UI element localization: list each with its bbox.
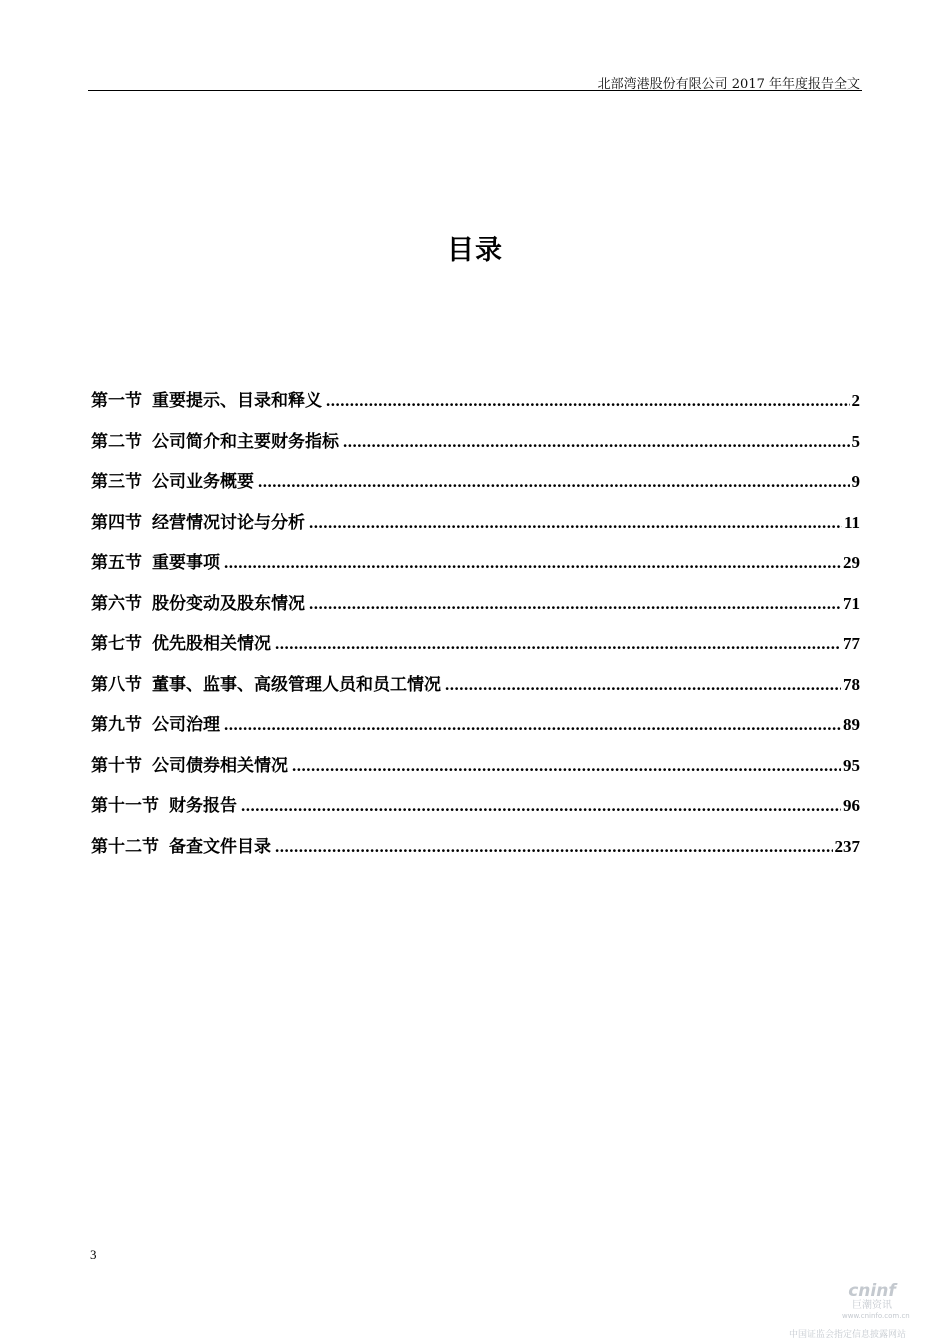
watermark-logo: cninf: [848, 1281, 896, 1301]
toc-page-number: 29: [843, 553, 860, 572]
toc-dot-leader: [224, 715, 841, 735]
toc-section-title: 经营情况讨论与分析: [152, 512, 305, 533]
toc-section-label: 第八节: [91, 674, 142, 695]
toc-section-label: 第三节: [91, 472, 142, 492]
toc-entry[interactable]: [91, 670, 860, 711]
toc-section-title: 备查文件目录: [169, 836, 271, 857]
toc-dot-leader: [241, 796, 841, 816]
toc-section-title: 公司业务概要: [152, 472, 254, 492]
header-divider: [88, 90, 862, 91]
toc-entry[interactable]: [91, 427, 860, 468]
watermark-name: 巨潮资讯: [852, 1300, 892, 1311]
toc-page-number: 95: [843, 755, 860, 775]
toc-page-number: 237: [834, 836, 860, 856]
toc-page-number: 71: [843, 593, 860, 613]
toc-section-label: 第十一节: [91, 796, 159, 816]
toc-entry[interactable]: [91, 508, 860, 549]
watermark-url: www.cninfo.com.cn: [842, 1312, 910, 1320]
toc-page-number: 77: [843, 634, 860, 653]
toc-dot-leader: [309, 513, 842, 533]
toc-page-number: 5: [851, 431, 860, 451]
cninfo-watermark: [842, 1281, 910, 1321]
toc-section-title: 财务报告: [169, 796, 237, 816]
toc-dot-leader: [292, 756, 841, 776]
toc-entry[interactable]: [91, 832, 860, 873]
toc-dot-leader: [326, 391, 850, 411]
toc-dot-leader: [224, 553, 841, 573]
toc-entry[interactable]: [91, 791, 860, 832]
toc-page-number: 2: [851, 391, 860, 410]
toc-section-label: 第十节: [91, 755, 142, 776]
toc-section-label: 第五节: [91, 553, 142, 573]
toc-section-title: 公司简介和主要财务指标: [152, 431, 339, 452]
toc-section-title: 股份变动及股东情况: [152, 593, 305, 614]
toc-dot-leader: [275, 634, 841, 654]
toc-section-title: 公司治理: [152, 715, 220, 735]
toc-dot-leader: [258, 472, 850, 492]
toc-section-title: 董事、监事、高级管理人员和员工情况: [152, 674, 441, 695]
toc-section-label: 第七节: [91, 634, 142, 654]
toc-entry[interactable]: [91, 589, 860, 630]
toc-page-number: 78: [843, 674, 860, 694]
toc-page-number: 9: [851, 472, 860, 491]
page-number: 3: [90, 1247, 97, 1262]
toc-page-number: 89: [843, 715, 860, 734]
toc-entry[interactable]: [91, 386, 860, 427]
toc-section-label: 第一节: [91, 391, 142, 411]
watermark-tagline: 中国证监会指定信息披露网站: [788, 1330, 906, 1340]
toc-entry[interactable]: [91, 467, 860, 508]
toc-page-number: 96: [843, 796, 860, 815]
toc-entry[interactable]: [91, 629, 860, 670]
toc-dot-leader: [445, 675, 841, 695]
toc-dot-leader: [275, 837, 833, 857]
toc-section-label: 第十二节: [91, 836, 159, 857]
toc-entry[interactable]: [91, 548, 860, 589]
toc-section-label: 第四节: [91, 512, 142, 533]
toc-section-title: 重要提示、目录和释义: [152, 391, 322, 411]
running-header: 北部湾港股份有限公司 2017 年年度报告全文: [597, 77, 860, 92]
toc-section-label: 第九节: [91, 715, 142, 735]
toc-entry[interactable]: [91, 751, 860, 792]
toc-section-title: 重要事项: [152, 553, 220, 573]
toc-section-title: 公司债券相关情况: [152, 755, 288, 776]
toc-dot-leader: [309, 594, 841, 614]
table-of-contents: [91, 386, 860, 872]
toc-section-label: 第六节: [91, 593, 142, 614]
toc-dot-leader: [343, 432, 850, 452]
toc-page-number: 11: [843, 512, 860, 532]
toc-section-title: 优先股相关情况: [152, 634, 271, 654]
toc-entry[interactable]: [91, 710, 860, 751]
page-title: 目录: [447, 235, 503, 266]
toc-section-label: 第二节: [91, 431, 142, 452]
